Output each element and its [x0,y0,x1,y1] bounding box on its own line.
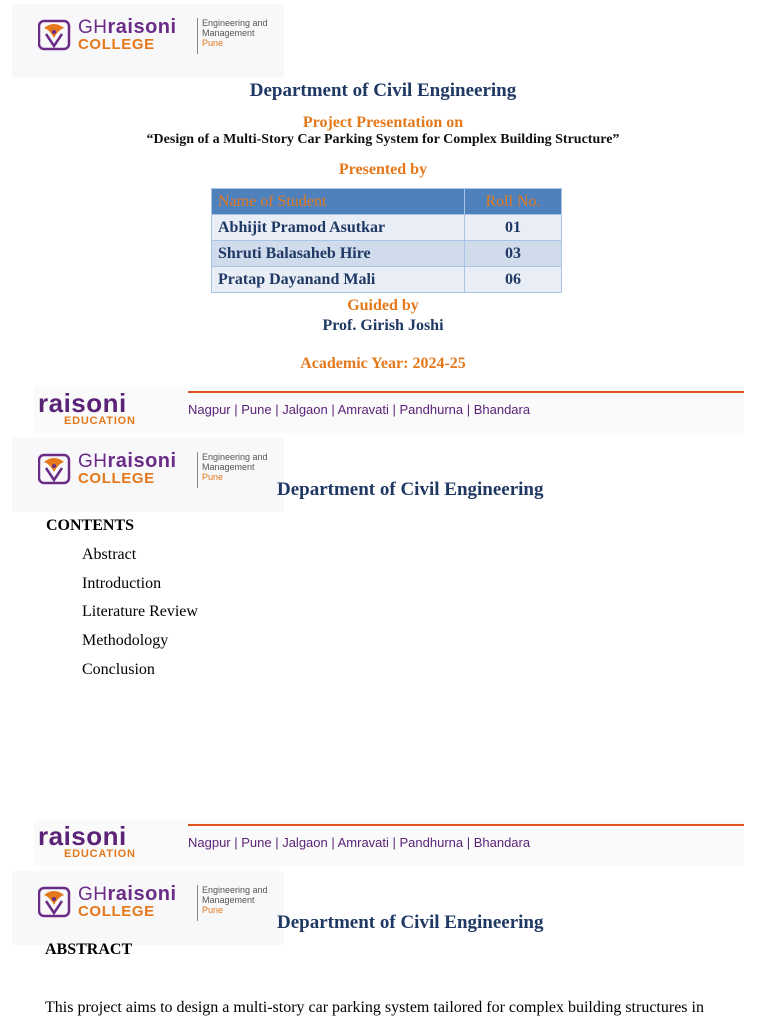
student-roll: 03 [465,241,562,267]
table-row [212,215,562,241]
footer-education-text: EDUCATION [64,415,136,427]
logo-divider [197,18,198,54]
academic-year: Academic Year: 2024-25 [300,355,466,372]
slide1-department-title: Department of Civil Engineering [249,80,517,101]
footer-raisoni-logo: raisoni [38,821,127,851]
students-table [211,188,562,293]
guide-name: Prof. Girish Joshi [322,317,444,334]
student-name: Abhijit Pramod Asutkar [212,215,465,241]
student-roll: 01 [465,215,562,241]
contents-heading: CONTENTS [46,517,135,534]
project-title: “Design of a Multi-Story Car Parking System for Complex Building Structure” [146,132,620,147]
student-name: Shruti Balasaheb Hire [212,241,465,267]
contents-item: Methodology [82,632,169,649]
education-footer [34,387,744,433]
logo-college-text: COLLEGE [78,903,155,920]
table-header-row [212,189,562,215]
abstract-heading: ABSTRACT [45,941,133,958]
footer-education-text: EDUCATION [64,848,136,860]
footer-rule [188,391,744,393]
lion-logo-icon [38,885,72,919]
logo-eng-text: Engineering and Management Pune [202,885,268,915]
logo-divider [197,885,198,921]
lion-logo-icon [38,452,72,486]
logo-gh-text: GHraisoni [78,883,177,905]
abstract-text: This project aims to design a multi-story car parking system tailored for complex building structures in [45,999,704,1016]
presentation-label: Project Presentation on [302,114,464,131]
contents-item: Conclusion [82,661,155,678]
header-name: Name of Student [212,189,465,215]
logo-gh-text: GHraisoni [78,450,177,472]
footer-cities: Nagpur | Pune | Jalgaon | Amravati | Pandhurna | Bhandara [188,402,531,417]
contents-item: Introduction [82,575,162,592]
footer-raisoni-logo: raisoni [38,388,127,418]
college-logo [12,438,284,512]
header-roll: Roll No. [465,189,562,215]
logo-gh-text: GHraisoni [78,16,177,38]
college-logo [12,871,284,945]
table-row [212,267,562,293]
logo-college-text: COLLEGE [78,470,155,487]
slide3-department-title: Department of Civil Engineering [277,912,544,933]
footer-rule [188,824,744,826]
college-logo [12,4,284,78]
logo-college-text: COLLEGE [78,36,155,53]
lion-logo-icon [38,18,72,52]
contents-item: Literature Review [82,603,198,620]
logo-eng-text: Engineering and Management Pune [202,18,268,48]
student-name: Pratap Dayanand Mali [212,267,465,293]
table-row [212,241,562,267]
presented-by-label: Presented by [338,161,428,178]
education-footer [34,820,744,866]
logo-eng-text: Engineering and Management Pune [202,452,268,482]
slide2-department-title: Department of Civil Engineering [277,479,544,500]
contents-item: Abstract [82,546,137,563]
student-roll: 06 [465,267,562,293]
guided-by-label: Guided by [347,297,419,314]
logo-divider [197,452,198,488]
footer-cities: Nagpur | Pune | Jalgaon | Amravati | Pandhurna | Bhandara [188,835,531,850]
